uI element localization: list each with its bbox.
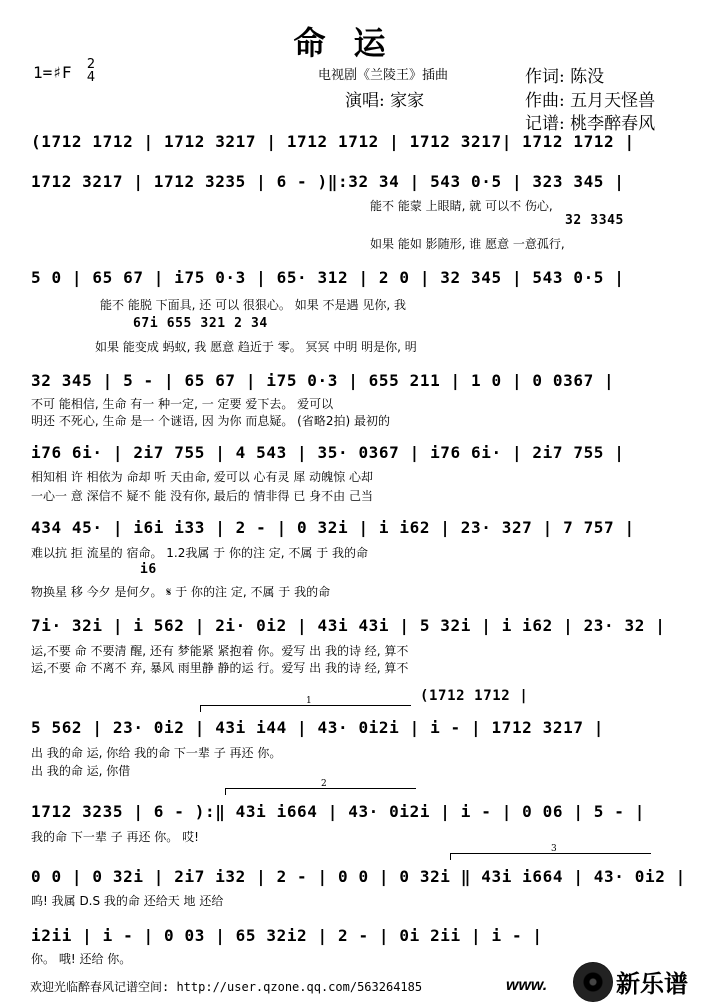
lyric-line: 如果 能如 影随形, 谁 愿意 一意孤行, xyxy=(370,237,565,251)
lyric-line: 能不 能蒙 上眼睛, 就 可以不 伤心, xyxy=(370,199,553,213)
score-row: 1712 3217 | 1712 3235 | 6 - )‖:32 34 | 543 0·5 | 323 345 | xyxy=(31,172,625,191)
song-title: 命运 xyxy=(293,24,414,62)
score-row: (1712 1712 | 1712 3217 | 1712 1712 | 1712 3217| 1712 1712 | xyxy=(31,132,635,151)
volta-label: 2 xyxy=(321,779,327,789)
volta-bracket xyxy=(450,844,651,860)
volta-bracket xyxy=(200,696,411,712)
alt-notes: i6 xyxy=(140,562,157,577)
lyric-line: 运,不要 命 不要清 醒, 还有 梦能紧 紧抱着 你。爱写 出 我的诗 经, 算不 xyxy=(31,644,409,658)
volta-bracket xyxy=(225,779,416,795)
lyric-line: 难以抗 拒 流星的 宿命。 1.2我属 于 你的注 定, 不属 于 我的命 xyxy=(31,546,369,560)
score-row: 5 0 | 65 67 | i75 0·3 | 65· 312 | 2 0 | 32 345 | 543 0·5 | xyxy=(31,268,625,287)
volta-label: 3 xyxy=(551,844,557,854)
singer: 演唱: 家家 xyxy=(345,91,425,111)
lyric-line: 能不 能脱 下面具, 还 可以 很狠心。 如果 不是遇 见你, 我 xyxy=(100,298,406,312)
alt-notes: 67i 655 321 2 34 xyxy=(133,316,268,331)
subtitle: 电视剧《兰陵王》插曲 xyxy=(318,68,449,83)
composer: 作曲: 五月天怪兽 xyxy=(525,91,656,111)
lyric-line: 出 我的命 运, 你给 我的命 下一辈 子 再还 你。 xyxy=(31,746,282,760)
score-row: 1712 3235 | 6 - ):‖ 43i i664 | 43· 0i2i | i - | 0 06 | 5 - | xyxy=(31,802,645,821)
score-row: 5 562 | 23· 0i2 | 43i i44 | 43· 0i2i | i - | 1712 3217 | xyxy=(31,718,605,737)
time-signature-bottom: 4 xyxy=(86,70,96,85)
watermark-brand: 新乐谱 xyxy=(616,970,688,998)
lyric-line: 你。 哦! 还给 你。 xyxy=(31,952,132,966)
score-row: i76 6i· | 2i7 755 | 4 543 | 35· 0367 | i76 6i· | 2i7 755 | xyxy=(31,443,625,462)
volta-label: 1 xyxy=(306,696,312,706)
lyric-line: 相知相 许 相依为 命却 听 天由命, 爱可以 心有灵 犀 动魄惊 心却 xyxy=(31,470,373,484)
alt-notes: (1712 1712 | xyxy=(420,688,529,704)
transcriber: 记谱: 桃李醉春风 xyxy=(525,114,656,134)
key-signature: 1=♯F xyxy=(33,63,72,82)
footer-credit: 欢迎光临醉春风记谱空间: http://user.qzone.qq.com/563264185 xyxy=(30,980,423,994)
lyric-line: 呜! 我属 D.S 我的命 还给天 地 还给 xyxy=(31,894,224,908)
watermark-url: www. xyxy=(506,977,548,994)
lyric-line: 明还 不死心, 生命 是一 个谜语, 因 为你 而息疑。 (省略2拍) 最初的 xyxy=(31,414,390,428)
lyricist: 作词: 陈没 xyxy=(525,67,605,87)
lyric-line: 我的命 下一辈 子 再还 你。 哎! xyxy=(31,830,199,844)
alt-notes: 32 3345 xyxy=(565,213,624,228)
lyric-line: 运,不要 命 不离不 弃, 暴风 雨里静 静的运 行。爱写 出 我的诗 经, 算不 xyxy=(31,661,409,675)
time-signature-top: 2 xyxy=(86,57,96,72)
lyric-line: 一心一 意 深信不 疑不 能 没有你, 最后的 情非得 已 身不由 己当 xyxy=(31,489,373,503)
time-signature xyxy=(85,58,97,84)
lyric-line: 不可 能相信, 生命 有一 种一定, 一 定要 爱下去。 爱可以 xyxy=(31,397,334,411)
score-row: 434 45· | i6i i33 | 2 - | 0 32i | i i62 | 23· 327 | 7 757 | xyxy=(31,518,635,537)
score-row: 32 345 | 5 - | 65 67 | i75 0·3 | 655 211 | 1 0 | 0 0367 | xyxy=(31,371,615,390)
lyric-line: 出 我的命 运, 你借 xyxy=(31,764,131,778)
lyric-line: 如果 能变成 蚂蚁, 我 愿意 趋近于 零。 冥冥 中明 明是你, 明 xyxy=(95,340,417,354)
score-row: 7i· 32i | i 562 | 2i· 0i2 | 43i 43i | 5 32i | i i62 | 23· 32 | xyxy=(31,616,666,635)
score-row: i2ii | i - | 0 03 | 65 32i2 | 2 - | 0i 2ii | i - | xyxy=(31,926,543,945)
score-row: 0 0 | 0 32i | 2i7 i32 | 2 - | 0 0 | 0 32i ‖ 43i i664 | 43· 0i2 | xyxy=(31,867,686,886)
lyric-line: 物换星 移 今夕 是何夕。 𝄋 于 你的注 定, 不属 于 我的命 xyxy=(31,585,331,599)
record-disc-icon xyxy=(573,962,613,1002)
